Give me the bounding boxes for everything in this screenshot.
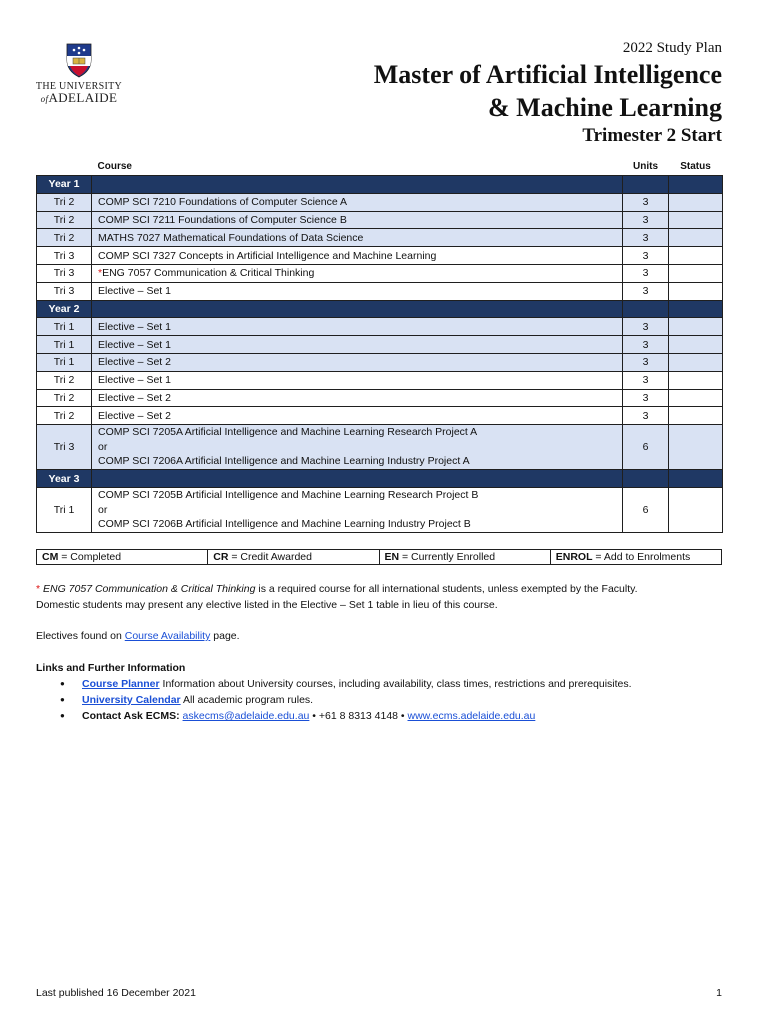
status-cell bbox=[669, 211, 723, 229]
page-title-line1: Master of Artificial Intelligence bbox=[373, 60, 722, 89]
table-row bbox=[37, 193, 723, 211]
course-header: Course bbox=[97, 160, 132, 172]
year-label: Year 1 bbox=[37, 176, 92, 194]
links-section bbox=[36, 660, 726, 724]
legend-key: ENROL bbox=[555, 551, 593, 563]
table-row bbox=[37, 247, 723, 265]
legend-item bbox=[379, 550, 550, 565]
status-cell bbox=[669, 318, 723, 336]
legend-row bbox=[37, 550, 722, 565]
table-row bbox=[37, 425, 723, 470]
legend-item bbox=[37, 550, 208, 565]
course-name: Elective – Set 1 bbox=[98, 320, 171, 333]
university-logo bbox=[34, 42, 124, 105]
course-or: or bbox=[98, 440, 108, 453]
units-cell: 3 bbox=[623, 389, 669, 407]
term-cell: Tri 3 bbox=[37, 425, 92, 470]
last-published: Last published 16 December 2021 bbox=[36, 987, 196, 999]
course-cell bbox=[92, 425, 623, 470]
phone-text: • +61 8 8313 4148 • bbox=[309, 710, 408, 722]
status-cell bbox=[669, 264, 723, 282]
course-or: or bbox=[98, 503, 108, 516]
course-name: Elective – Set 1 bbox=[98, 374, 171, 387]
legend-text: = Credit Awarded bbox=[228, 551, 312, 563]
list-item bbox=[82, 708, 726, 724]
electives-suffix: page. bbox=[210, 630, 240, 642]
term-cell: Tri 2 bbox=[37, 193, 92, 211]
units-cell: 6 bbox=[623, 487, 669, 532]
legend-text: = Add to Enrolments bbox=[592, 551, 691, 563]
table-row bbox=[37, 336, 723, 354]
units-cell: 3 bbox=[623, 353, 669, 371]
year-status-cell bbox=[669, 300, 723, 318]
course-cell bbox=[92, 247, 623, 265]
legend-item bbox=[208, 550, 379, 565]
logo-line1: THE UNIVERSITY bbox=[35, 81, 123, 92]
status-header: Status bbox=[680, 160, 711, 172]
course-availability-link[interactable]: Course Availability bbox=[124, 630, 211, 642]
table-row bbox=[37, 371, 723, 389]
status-cell bbox=[669, 336, 723, 354]
university-calendar-link[interactable]: University Calendar bbox=[82, 694, 181, 706]
course-cell bbox=[92, 407, 623, 425]
term-cell: Tri 2 bbox=[37, 389, 92, 407]
course-cell bbox=[92, 229, 623, 247]
course-planner-text: Information about University courses, including availability, class times, restrictions and prerequisites. bbox=[159, 678, 632, 690]
page-number: 1 bbox=[716, 987, 722, 999]
note-line1 bbox=[36, 581, 726, 597]
course-name: COMP SCI 7211 Foundations of Computer Science B bbox=[98, 213, 347, 226]
units-cell: 3 bbox=[623, 282, 669, 300]
legend-item bbox=[550, 550, 721, 565]
course-cell bbox=[92, 211, 623, 229]
course-name: ENG 7057 Communication & Critical Thinking bbox=[102, 267, 315, 280]
table-row bbox=[37, 487, 723, 532]
course-name: COMP SCI 7327 Concepts in Artificial Intelligence and Machine Learning bbox=[98, 249, 437, 262]
course-planner-link[interactable]: Course Planner bbox=[82, 678, 160, 690]
note-course: ENG 7057 Communication & Critical Thinking bbox=[43, 583, 256, 595]
year-units-cell bbox=[623, 176, 669, 194]
course-cell bbox=[92, 487, 623, 532]
course-cell bbox=[92, 353, 623, 371]
required-marker: * bbox=[98, 267, 103, 280]
units-cell: 3 bbox=[623, 247, 669, 265]
term-header bbox=[37, 157, 92, 176]
year-row bbox=[37, 470, 723, 488]
year-course-cell bbox=[92, 176, 623, 194]
study-plan-table bbox=[36, 157, 723, 533]
legend-key: EN bbox=[384, 551, 400, 563]
year-status-cell bbox=[669, 470, 723, 488]
course-name: Elective – Set 1 bbox=[98, 285, 171, 298]
course-name: Elective – Set 2 bbox=[98, 391, 171, 404]
status-cell bbox=[669, 487, 723, 532]
document-header bbox=[374, 40, 722, 147]
course-option-a: COMP SCI 7205A Artificial Intelligence and Machine Learning Research Project A bbox=[98, 426, 478, 439]
table-row bbox=[37, 282, 723, 300]
term-cell: Tri 2 bbox=[37, 229, 92, 247]
table-row bbox=[37, 407, 723, 425]
course-name: Elective – Set 2 bbox=[98, 356, 171, 369]
course-cell bbox=[92, 389, 623, 407]
units-cell: 3 bbox=[623, 371, 669, 389]
legend-key: CM bbox=[42, 551, 59, 563]
status-cell bbox=[669, 371, 723, 389]
term-cell: Tri 1 bbox=[37, 336, 92, 354]
note-line2: Domestic students may present any elective listed in the Elective – Set 1 table in lieu of this course. bbox=[36, 599, 498, 611]
table-row bbox=[37, 229, 723, 247]
year-label: Year 3 bbox=[37, 470, 92, 488]
electives-prefix: Electives found on bbox=[36, 630, 125, 642]
course-cell bbox=[92, 264, 623, 282]
year-label: Year 2 bbox=[37, 300, 92, 318]
term-cell: Tri 2 bbox=[37, 371, 92, 389]
course-cell bbox=[92, 193, 623, 211]
term-cell: Tri 2 bbox=[37, 407, 92, 425]
course-option-b: COMP SCI 7206B Artificial Intelligence and Machine Learning Industry Project B bbox=[98, 518, 471, 531]
table-row bbox=[37, 211, 723, 229]
website-link[interactable]: www.ecms.adelaide.edu.au bbox=[407, 710, 536, 722]
study-plan-label: 2022 Study Plan bbox=[622, 40, 722, 56]
table-row bbox=[37, 353, 723, 371]
course-cell bbox=[92, 336, 623, 354]
course-cell bbox=[92, 282, 623, 300]
calendar-text: All academic program rules. bbox=[180, 694, 314, 706]
list-item bbox=[82, 676, 726, 692]
page-subtitle: Trimester 2 Start bbox=[582, 125, 722, 146]
year-course-cell bbox=[92, 300, 623, 318]
logo-of: of bbox=[40, 94, 49, 104]
units-cell: 6 bbox=[623, 425, 669, 470]
course-name: COMP SCI 7210 Foundations of Computer Science A bbox=[98, 196, 348, 209]
term-cell: Tri 1 bbox=[37, 318, 92, 336]
note-text1: is a required course for all international students, unless exempted by the Faculty. bbox=[255, 583, 638, 595]
year-units-cell bbox=[623, 470, 669, 488]
course-name: Elective – Set 1 bbox=[98, 338, 171, 351]
status-cell bbox=[669, 282, 723, 300]
email-link[interactable]: askecms@adelaide.edu.au bbox=[182, 710, 310, 722]
logo-line2 bbox=[34, 92, 124, 105]
logo-adelaide: ADELAIDE bbox=[48, 90, 118, 105]
units-cell: 3 bbox=[623, 211, 669, 229]
status-cell bbox=[669, 407, 723, 425]
study-plan-body bbox=[37, 176, 723, 533]
units-cell: 3 bbox=[623, 264, 669, 282]
course-option-a: COMP SCI 7205B Artificial Intelligence and Machine Learning Research Project B bbox=[98, 489, 479, 502]
year-row bbox=[37, 300, 723, 318]
course-cell bbox=[92, 371, 623, 389]
page-title-line2: & Machine Learning bbox=[488, 93, 722, 122]
required-course-note bbox=[36, 581, 726, 613]
table-header-row bbox=[37, 157, 723, 176]
term-cell: Tri 3 bbox=[37, 282, 92, 300]
list-item bbox=[82, 692, 726, 708]
legend-text: = Currently Enrolled bbox=[399, 551, 496, 563]
electives-note bbox=[36, 628, 726, 644]
status-cell bbox=[669, 389, 723, 407]
links-list bbox=[36, 676, 726, 724]
term-cell: Tri 1 bbox=[37, 353, 92, 371]
year-course-cell bbox=[92, 470, 623, 488]
term-cell: Tri 1 bbox=[37, 487, 92, 532]
status-cell bbox=[669, 425, 723, 470]
table-row bbox=[37, 389, 723, 407]
units-cell: 3 bbox=[623, 318, 669, 336]
units-cell: 3 bbox=[623, 336, 669, 354]
course-name: MATHS 7027 Mathematical Foundations of Data Science bbox=[98, 231, 364, 244]
units-cell: 3 bbox=[623, 229, 669, 247]
table-row bbox=[37, 264, 723, 282]
year-units-cell bbox=[623, 300, 669, 318]
links-title: Links and Further Information bbox=[36, 662, 186, 674]
status-cell bbox=[669, 193, 723, 211]
legend-text: = Completed bbox=[58, 551, 122, 563]
legend-key: CR bbox=[213, 551, 229, 563]
year-row bbox=[37, 176, 723, 194]
course-name: Elective – Set 2 bbox=[98, 409, 171, 422]
table-row bbox=[37, 318, 723, 336]
units-cell: 3 bbox=[623, 407, 669, 425]
term-cell: Tri 3 bbox=[37, 264, 92, 282]
course-cell bbox=[92, 318, 623, 336]
units-cell: 3 bbox=[623, 193, 669, 211]
term-cell: Tri 3 bbox=[37, 247, 92, 265]
status-legend bbox=[36, 549, 722, 565]
status-cell bbox=[669, 247, 723, 265]
term-cell: Tri 2 bbox=[37, 211, 92, 229]
status-cell bbox=[669, 353, 723, 371]
course-option-b: COMP SCI 7206A Artificial Intelligence and Machine Learning Industry Project A bbox=[98, 455, 470, 468]
year-status-cell bbox=[669, 176, 723, 194]
units-header: Units bbox=[633, 160, 658, 172]
contact-label: Contact Ask ECMS: bbox=[82, 710, 183, 722]
status-cell bbox=[669, 229, 723, 247]
crest-icon bbox=[65, 42, 93, 78]
required-marker: * bbox=[36, 583, 41, 595]
